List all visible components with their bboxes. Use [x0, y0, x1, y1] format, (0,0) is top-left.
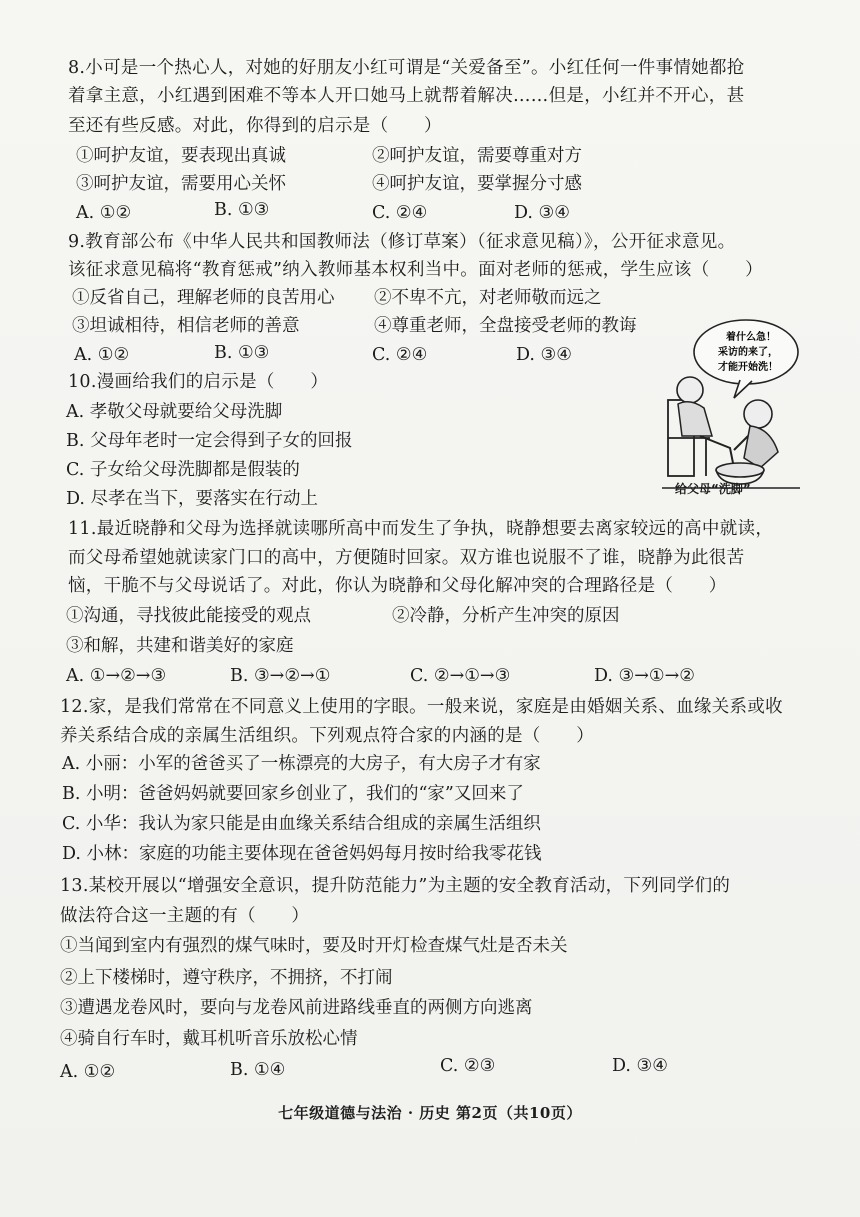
q9-stem-line: 9.教育部公布《中华人民共和国教师法（修订草案）（征求意见稿）》，公开征求意见。 — [68, 232, 736, 252]
q11-stem-line: 恼，干脆不与父母说话了。对此，你认为晓静和父母化解冲突的合理路径是（ ） — [68, 576, 727, 596]
q13-item: ②上下楼梯时，遵守秩序，不拥挤，不打闹 — [60, 968, 393, 988]
q10-option: D. 尽孝在当下，要落实在行动上 — [66, 489, 319, 509]
q9-option: B. ①③ — [214, 343, 270, 363]
q13-option: C. ②③ — [440, 1056, 496, 1076]
q13-stem-line: 做法符合这一主题的有（ ） — [60, 906, 310, 926]
q9-item: ②不卑不亢，对老师敬而远之 — [374, 288, 602, 308]
child-figure — [744, 400, 772, 428]
q12-option: A. 小丽：小军的爸爸买了一栋漂亮的大房子，有大房子才有家 — [62, 754, 541, 774]
q11-option: C. ②→①→③ — [410, 666, 511, 686]
q12-stem-line: 12.家，是我们常常在不同意义上使用的字眼。一般来说，家庭是由婚姻关系、血缘关系或收 — [60, 697, 783, 717]
q13-item: ③遭遇龙卷风时，要向与龙卷风前进路线垂直的两侧方向逃离 — [60, 998, 533, 1018]
q13-option: B. ①④ — [230, 1060, 286, 1080]
q10-option: B. 父母年老时一定会得到子女的回报 — [66, 431, 353, 451]
q10-option: A. 孝敬父母就要给父母洗脚 — [66, 402, 283, 422]
q11-stem-line: 而父母希望她就读家门口的高中，方便随时回家。双方谁也说服不了谁，晓静为此很苦 — [68, 548, 745, 568]
q9-item: ④尊重老师，全盘接受老师的教诲 — [374, 316, 637, 336]
q13-item: ④骑自行车时，戴耳机听音乐放松心情 — [60, 1029, 358, 1049]
q12-stem-line: 养关系结合成的亲属生活组织。下列观点符合家的内涵的是（ ） — [60, 726, 594, 746]
q8-option: A. ①② — [76, 203, 132, 223]
q8-item: ①呵护友谊，要表现出真诚 — [76, 146, 286, 166]
q10-stem: 10.漫画给我们的启示是（ ） — [68, 372, 329, 392]
q9-option: C. ②④ — [372, 345, 428, 365]
q8-stem-line: 至还有些反感。对此，你得到的启示是（ ） — [68, 116, 442, 136]
q11-option: A. ①→②→③ — [66, 666, 167, 686]
bubble-line: 采访的来了， — [718, 347, 778, 358]
q8-option: D. ③④ — [514, 203, 570, 223]
q8-item: ④呵护友谊，要掌握分寸感 — [372, 174, 582, 194]
q8-item: ③呵护友谊，需要用心关怀 — [76, 174, 286, 194]
q8-stem-line: 8.小可是一个热心人，对她的好朋友小红可谓是“关爱备至”。小红任何一件事情她都抢 — [68, 58, 745, 78]
q12-option: D. 小林：家庭的功能主要体现在爸爸妈妈每月按时给我零花钱 — [62, 844, 542, 864]
cartoon-caption: 给父母“洗脚” — [675, 482, 751, 496]
q8-item: ②呵护友谊，需要尊重对方 — [372, 146, 582, 166]
bubble-line: 才能开始洗！ — [718, 362, 778, 373]
q13-item: ①当闻到室内有强烈的煤气味时，要及时开灯检查煤气灶是否未关 — [60, 936, 568, 956]
q11-item: ③和解，共建和谐美好的家庭 — [66, 636, 294, 656]
q9-stem-line: 该征求意见稿将“教育惩戒”纳入教师基本权利当中。面对老师的惩戒，学生应该（ ） — [68, 260, 763, 280]
q11-item: ①沟通，寻找彼此能接受的观点 — [66, 606, 311, 626]
q9-option: D. ③④ — [516, 345, 572, 365]
q12-option: B. 小明：爸爸妈妈就要回家乡创业了，我们的“家”又回来了 — [62, 784, 524, 804]
q13-option: A. ①② — [60, 1062, 116, 1082]
q11-option: B. ③→②→① — [230, 666, 331, 686]
parent-figure — [677, 377, 703, 403]
q8-option: C. ②④ — [372, 203, 428, 223]
q9-item: ③坦诚相待，相信老师的善意 — [72, 316, 300, 336]
q13-stem-line: 13.某校开展以“增强安全意识，提升防范能力”为主题的安全教育活动，下列同学们的 — [60, 876, 731, 896]
q11-item: ②冷静，分析产生冲突的原因 — [392, 606, 620, 626]
q12-option: C. 小华：我认为家只能是由血缘关系结合组成的亲属生活组织 — [62, 814, 541, 834]
q11-stem-line: 11.最近晓静和父母为选择就读哪所高中而发生了争执，晓静想要去离家较远的高中就读， — [68, 519, 774, 539]
q8-stem-line: 着拿主意，小红遇到困难不等本人开口她马上就帮着解决……但是，小红并不开心，甚 — [68, 86, 745, 106]
q11-option: D. ③→①→② — [594, 666, 695, 686]
q13-option: D. ③④ — [612, 1056, 668, 1076]
bubble-line: 着什么急！ — [726, 332, 776, 343]
q8-option: B. ①③ — [214, 200, 270, 220]
cartoon-illustration — [660, 318, 802, 496]
q9-option: A. ①② — [74, 345, 130, 365]
q9-item: ①反省自己，理解老师的良苦用心 — [72, 288, 335, 308]
wash-basin — [716, 463, 764, 477]
q10-option: C. 子女给父母洗脚都是假装的 — [66, 460, 300, 480]
page-footer: 七年级道德与法治 · 历史 第2页（共10页） — [278, 1104, 582, 1122]
